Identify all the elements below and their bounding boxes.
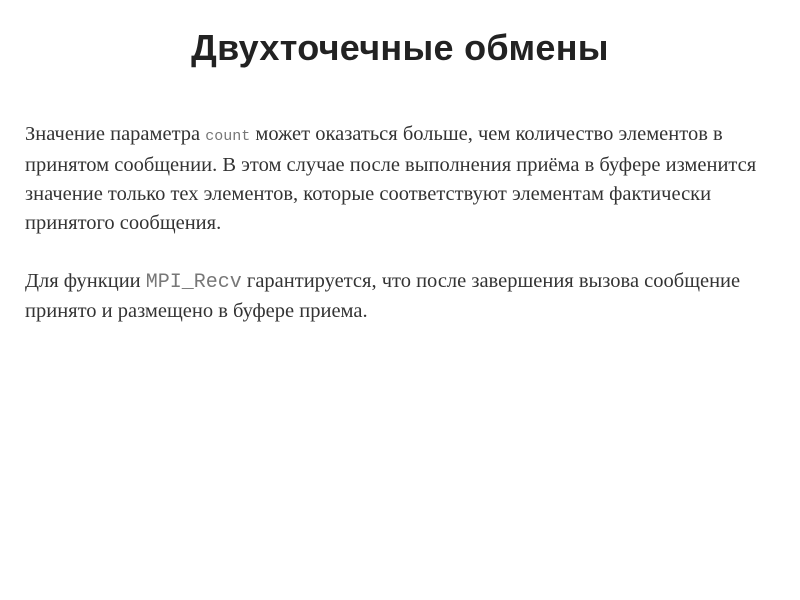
paragraph-2-text-after: гарантируется, что после завершения вызова сообщение принято и размещено в буфере приема. [25,270,741,322]
paragraph-1 [25,120,785,238]
slide-title: Двухточечные обмены [191,27,609,68]
code-mpi-recv: MPI_Recv [145,271,242,294]
paragraph-2-text-before: Для функции [25,270,146,292]
paragraph-2 [25,267,785,326]
slide-body [25,120,785,355]
paragraph-1-text-after: может оказаться больше, чем количество элементов в принятом сообщении. В этом случае после выполнения приёма в буфере изменится значение только тех элементов, которые соответствуют элементам фактически принятого сообщения. [25,123,757,234]
code-count: count [205,128,251,145]
paragraph-1-text-before: Значение параметра [25,123,206,145]
